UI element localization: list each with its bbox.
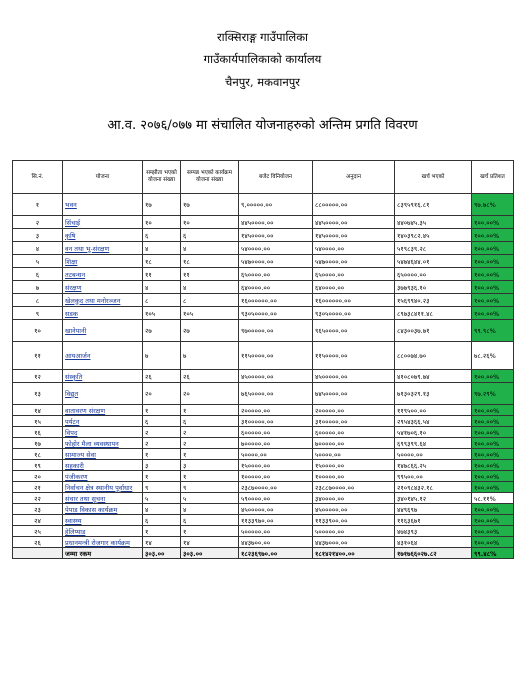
row-completed: ६ <box>181 416 239 427</box>
row-plan-name[interactable]: तटबन्धन <box>63 268 143 281</box>
table-row <box>13 526 514 537</box>
table-row <box>13 320 514 342</box>
row-plan-name[interactable]: सामाज्य सेवा <box>63 449 143 460</box>
row-percent: १००.००% <box>472 268 514 281</box>
row-sn: २ <box>13 216 63 229</box>
row-completed: ११ <box>181 268 239 281</box>
row-spent: ६९९३९९.६४ <box>395 438 472 449</box>
row-grant: ९६५००००.०० <box>313 320 395 342</box>
table-row <box>13 194 514 216</box>
row-sn: २० <box>13 471 63 482</box>
row-spent: २१०९८४३२.१८ <box>395 482 472 493</box>
row-agreed: १७ <box>143 194 181 216</box>
total-percent: ९९.४८% <box>472 548 514 559</box>
row-plan-name[interactable]: निर्वाचन क्षेत्र स्थानीय पूर्वाधार <box>63 482 143 493</box>
row-completed: ९ <box>181 482 239 493</box>
table-row <box>13 383 514 405</box>
row-spent: ५४१७०६.१० <box>395 427 472 438</box>
row-completed: ४ <box>181 242 239 255</box>
row-percent: १००.००% <box>472 482 514 493</box>
row-agreed: ५ <box>143 493 181 504</box>
row-plan-name[interactable]: पर्यटन <box>63 416 143 427</box>
row-sn: १३ <box>13 383 63 405</box>
row-percent: १००.००% <box>472 216 514 229</box>
col-header-grant: अनुदान <box>313 161 395 194</box>
row-agreed: ४ <box>143 242 181 255</box>
row-agreed: २ <box>143 427 181 438</box>
table-header-row <box>13 161 514 194</box>
row-budget: ४४३७००.०० <box>239 537 313 548</box>
row-percent: १००.००% <box>472 471 514 482</box>
row-percent: ९७.२९% <box>472 383 514 405</box>
row-percent: १००.००% <box>472 242 514 255</box>
table-row <box>13 427 514 438</box>
row-spent: ४१०८०७९.७४ <box>395 370 472 383</box>
row-agreed: ६ <box>143 416 181 427</box>
row-agreed: १ <box>143 526 181 537</box>
table-row <box>13 460 514 471</box>
row-sn: १२ <box>13 370 63 383</box>
row-grant: १०००००.०० <box>313 471 395 482</box>
row-sn: ५ <box>13 255 63 268</box>
row-percent: १००.००% <box>472 537 514 548</box>
row-plan-name[interactable]: विद्युत <box>63 383 143 405</box>
row-spent: ११९५००.०० <box>395 405 472 416</box>
office-address: चैनपुर, मकवानपुर <box>225 75 300 89</box>
row-percent: १००.००% <box>472 460 514 471</box>
row-grant: ५००००.०० <box>313 449 395 460</box>
row-spent: ८८००७४.७० <box>395 342 472 370</box>
row-plan-name[interactable]: वातावरण संरक्षण <box>63 405 143 416</box>
row-budget: ५९००००.०० <box>239 493 313 504</box>
row-plan-name[interactable]: हेलिप्याड <box>63 526 143 537</box>
row-percent: १००.००% <box>472 449 514 460</box>
row-budget: ४५०००००.०० <box>239 370 313 383</box>
row-grant: ७४५००००.०० <box>313 383 395 405</box>
row-percent: १००.००% <box>472 370 514 383</box>
total-grant: १८१४२१४००.०० <box>313 548 395 559</box>
table-row <box>13 405 514 416</box>
row-budget: २३८७००००.०० <box>239 482 313 493</box>
row-plan-name[interactable]: पेपाड विकास कार्यक्रम <box>63 504 143 515</box>
row-grant: ९३०५००००.०० <box>313 307 395 320</box>
row-budget: ४५०००००.०० <box>239 504 313 515</box>
row-percent: १००.००% <box>472 515 514 526</box>
progress-table <box>12 160 514 559</box>
table-row <box>13 294 514 307</box>
row-spent: ५१९८३९.२८ <box>395 242 472 255</box>
row-agreed: २७ <box>143 320 181 342</box>
table-row <box>13 242 514 255</box>
row-grant: ३४००००.०० <box>313 493 395 504</box>
row-agreed: १८ <box>143 255 181 268</box>
row-budget: ५००००.०० <box>239 449 313 460</box>
row-percent: १००.००% <box>472 255 514 268</box>
row-plan-name[interactable]: वन तथा भू-संरक्षण <box>63 242 143 255</box>
row-spent: १५६९९४०.२३ <box>395 294 472 307</box>
row-budget: ९७०००००.०० <box>239 320 313 342</box>
row-spent: ५४७४६४४.०१ <box>395 255 472 268</box>
table-row <box>13 504 514 515</box>
row-agreed: ७ <box>143 342 181 370</box>
table-row <box>13 537 514 548</box>
row-spent: ४४९६९७ <box>395 504 472 515</box>
row-spent: ८९७३८४११.४८ <box>395 307 472 320</box>
row-grant: ३१०००००.०० <box>313 416 395 427</box>
row-spent: ६५००००.०० <box>395 268 472 281</box>
row-sn: ६ <box>13 268 63 281</box>
col-header-spent: खर्च भएको <box>395 161 472 194</box>
table-row <box>13 493 514 504</box>
row-grant: ४५०००००.०० <box>313 370 395 383</box>
table-row <box>13 482 514 493</box>
row-sn: २५ <box>13 526 63 537</box>
row-agreed: १ <box>143 471 181 482</box>
row-percent: ९९.९८% <box>472 320 514 342</box>
row-sn: ४ <box>13 242 63 255</box>
row-plan-name[interactable]: प्रधानमन्त्री रोजगार कार्यक्रम <box>63 537 143 548</box>
row-plan-name[interactable]: कृषि <box>63 229 143 242</box>
row-budget: ६५००००.०० <box>239 268 313 281</box>
row-budget: ६४००००.०० <box>239 281 313 294</box>
row-grant: ७०००००.०० <box>313 438 395 449</box>
row-budget: १६००००००.०० <box>239 294 313 307</box>
row-completed: ५ <box>181 493 239 504</box>
row-completed: १० <box>181 216 239 229</box>
row-plan-name[interactable]: फोहोर मैला व्यवस्थापन <box>63 438 143 449</box>
row-completed: १ <box>181 526 239 537</box>
row-budget: १५००००.०० <box>239 460 313 471</box>
row-budget: ५०००००.०० <box>239 526 313 537</box>
row-sn: १८ <box>13 449 63 460</box>
row-agreed: १० <box>143 216 181 229</box>
row-plan-name[interactable]: सडक <box>63 307 143 320</box>
col-header-completed: सम्पन्न भएको कार्यक्रम योजना संख्या <box>181 161 239 194</box>
row-budget: ७६५००००.०० <box>239 383 313 405</box>
row-sn: १४ <box>13 405 63 416</box>
row-budget: ५४७००००.०० <box>239 255 313 268</box>
row-spent: ४७४३९३ <box>395 526 472 537</box>
row-grant: ११३३९००.०० <box>313 515 395 526</box>
office-name: गाउँकार्यपालिकाको कार्यालय <box>203 52 322 66</box>
row-budget: १०००००.०० <box>239 471 313 482</box>
row-completed: ८ <box>181 294 239 307</box>
row-completed: २६ <box>181 370 239 383</box>
row-agreed: १०५ <box>143 307 181 320</box>
row-grant: ६४००००.०० <box>313 281 395 294</box>
row-completed: २ <box>181 438 239 449</box>
row-grant: २३८८७००००.०० <box>313 482 395 493</box>
row-plan-name[interactable]: सिंचाई <box>63 216 143 229</box>
row-percent: १००.००% <box>472 229 514 242</box>
row-completed: १ <box>181 471 239 482</box>
table-row <box>13 515 514 526</box>
col-header-agreed: सम्झौता भएको योजना संख्या <box>143 161 181 194</box>
report-title: आ.व. २०७६/०७७ मा संचालित योजनाहरुको अन्तिम प्रगति विवरण <box>107 118 418 133</box>
row-spent: ५००००.०० <box>395 449 472 460</box>
row-spent: २९५४३६६.५४ <box>395 416 472 427</box>
row-budget: २०००००.०० <box>239 405 313 416</box>
row-completed: १८ <box>181 255 239 268</box>
row-budget: ४४५००००.०० <box>239 216 313 229</box>
row-percent: १००.००% <box>472 416 514 427</box>
row-percent: १००.००% <box>472 427 514 438</box>
row-spent: ४४०७४५.३५ <box>395 216 472 229</box>
row-spent: १४०३९८२.४५ <box>395 229 472 242</box>
municipality-name: राक्सिराङ्ग गाउँपालिका <box>216 30 309 44</box>
row-agreed: ३ <box>143 460 181 471</box>
table-row <box>13 307 514 320</box>
row-spent: ८४३००३७.७१ <box>395 320 472 342</box>
row-spent: ८३९५९१६.८१ <box>395 194 472 216</box>
table-row <box>13 229 514 242</box>
table-row <box>13 471 514 482</box>
row-sn: १ <box>13 194 63 216</box>
row-plan-name[interactable]: संरक्षण <box>63 281 143 294</box>
row-agreed: १४ <box>143 537 181 548</box>
row-plan-name[interactable]: स्वास्थ्य <box>63 515 143 526</box>
row-percent: ९७.७८% <box>472 194 514 216</box>
col-header-budget: बजेट विनियोजन <box>239 161 313 194</box>
row-grant: १६००००००.०० <box>313 294 395 307</box>
row-sn: १० <box>13 320 63 342</box>
row-budget: ७०००००.०० <box>239 438 313 449</box>
row-budget: ११३३९७०.०० <box>239 515 313 526</box>
row-plan-name[interactable]: भवन <box>63 194 143 216</box>
row-spent: ११६३६७१ <box>395 515 472 526</box>
row-completed: १०५ <box>181 307 239 320</box>
table-row <box>13 255 514 268</box>
table-row <box>13 281 514 294</box>
row-sn: १५ <box>13 416 63 427</box>
row-percent: १००.००% <box>472 504 514 515</box>
row-plan-name[interactable]: संचार तथा सूचना <box>63 493 143 504</box>
row-completed: ६ <box>181 515 239 526</box>
total-agreed: ३०३.०० <box>143 548 181 559</box>
row-grant: २०००००.०० <box>313 405 395 416</box>
row-completed: ७ <box>181 342 239 370</box>
row-agreed: ११ <box>143 268 181 281</box>
row-plan-name[interactable]: विपद <box>63 427 143 438</box>
table-row <box>13 268 514 281</box>
row-plan-name[interactable]: शिक्षा <box>63 255 143 268</box>
row-completed: १ <box>181 405 239 416</box>
row-sn: १७ <box>13 438 63 449</box>
row-agreed: ९ <box>143 482 181 493</box>
row-plan-name[interactable]: खानेपानी <box>63 320 143 342</box>
row-plan-name[interactable]: खेलकुद तथा मनोरञ्जन <box>63 294 143 307</box>
table-row <box>13 216 514 229</box>
row-sn: २६ <box>13 537 63 548</box>
row-spent: ३४०१४५.१२ <box>395 493 472 504</box>
row-grant: ४५०००००.०० <box>313 504 395 515</box>
row-agreed: २० <box>143 383 181 405</box>
row-spent: ४३१०६४ <box>395 537 472 548</box>
row-percent: १००.००% <box>472 405 514 416</box>
row-percent: ५८.११% <box>472 493 514 504</box>
row-sn: १६ <box>13 427 63 438</box>
row-sn: २२ <box>13 493 63 504</box>
row-agreed: १ <box>143 405 181 416</box>
row-spent: ९९५००.०० <box>395 471 472 482</box>
total-spent: १७१७६६०२७.८२ <box>395 548 472 559</box>
row-grant: ५४००००.०० <box>313 242 395 255</box>
total-label: जम्मा रकम <box>63 548 143 559</box>
row-spent: ३७७९३६.१० <box>395 281 472 294</box>
row-completed: ३ <box>181 460 239 471</box>
row-completed: ४ <box>181 504 239 515</box>
row-budget: ५४००००.०० <box>239 242 313 255</box>
row-sn: ७ <box>13 281 63 294</box>
row-grant: १५००००.०० <box>313 460 395 471</box>
total-row <box>13 548 514 559</box>
table-row <box>13 438 514 449</box>
total-budget: १८२३६९७०.०० <box>239 548 313 559</box>
row-completed: २० <box>181 383 239 405</box>
row-agreed: ६ <box>143 229 181 242</box>
row-completed: १७ <box>181 194 239 216</box>
row-percent: ७८.२६% <box>472 342 514 370</box>
row-agreed: ४ <box>143 281 181 294</box>
row-grant: ४४३७०००.०० <box>313 537 395 548</box>
row-plan-name[interactable]: आयआर्जन <box>63 342 143 370</box>
row-agreed: ४ <box>143 504 181 515</box>
table-row <box>13 370 514 383</box>
row-grant: ६०००००.०० <box>313 427 395 438</box>
row-grant: ४४५००००.०० <box>313 216 395 229</box>
row-agreed: १ <box>143 449 181 460</box>
row-sn: ९ <box>13 307 63 320</box>
row-agreed: २ <box>143 438 181 449</box>
row-sn: ३ <box>13 229 63 242</box>
row-completed: ६ <box>181 229 239 242</box>
row-percent: १००.००% <box>472 438 514 449</box>
row-spent: १४७८६६.२५ <box>395 460 472 471</box>
row-grant: ८८०००००.०० <box>313 194 395 216</box>
table-body <box>13 194 514 548</box>
row-budget: १४५००००.०० <box>239 229 313 242</box>
row-agreed: २६ <box>143 370 181 383</box>
row-sn: २४ <box>13 515 63 526</box>
row-budget: ३१०००००.०० <box>239 416 313 427</box>
row-completed: ४ <box>181 281 239 294</box>
col-header-plan: योजना <box>63 161 143 194</box>
row-sn: २१ <box>13 482 63 493</box>
row-percent: १००.००% <box>472 307 514 320</box>
row-grant: ५४७००००.०० <box>313 255 395 268</box>
row-percent: १००.००% <box>472 294 514 307</box>
row-plan-name[interactable]: संस्कृति <box>63 370 143 383</box>
row-agreed: ६ <box>143 515 181 526</box>
row-plan-name[interactable]: सहकारी <box>63 460 143 471</box>
col-header-sn: सि.नं. <box>13 161 63 194</box>
row-sn: ८ <box>13 294 63 307</box>
row-plan-name[interactable]: पंजीकरण <box>63 471 143 482</box>
row-sn: ११ <box>13 342 63 370</box>
row-spent: ७१३०३२९.१३ <box>395 383 472 405</box>
row-completed: २ <box>181 427 239 438</box>
row-grant: ६५००००.०० <box>313 268 395 281</box>
col-header-percent: खर्च प्रतिशत <box>472 161 514 194</box>
row-percent: १००.००% <box>472 526 514 537</box>
row-budget: ६०००००.०० <box>239 427 313 438</box>
row-grant: ११५००००.०० <box>313 342 395 370</box>
row-budget: ९,०००००.०० <box>239 194 313 216</box>
table-row <box>13 449 514 460</box>
row-budget: ११५००००.०० <box>239 342 313 370</box>
row-sn: १९ <box>13 460 63 471</box>
row-completed: २७ <box>181 320 239 342</box>
row-percent: १००.००% <box>472 281 514 294</box>
row-completed: १४ <box>181 537 239 548</box>
row-budget: ९३०५००००.०० <box>239 307 313 320</box>
total-completed: ३०३.०० <box>181 548 239 559</box>
table-row <box>13 416 514 427</box>
row-grant: १४५००००.०० <box>313 229 395 242</box>
row-grant: ५०००००.०० <box>313 526 395 537</box>
row-agreed: ८ <box>143 294 181 307</box>
row-sn: २३ <box>13 504 63 515</box>
row-completed: १ <box>181 449 239 460</box>
table-row <box>13 342 514 370</box>
